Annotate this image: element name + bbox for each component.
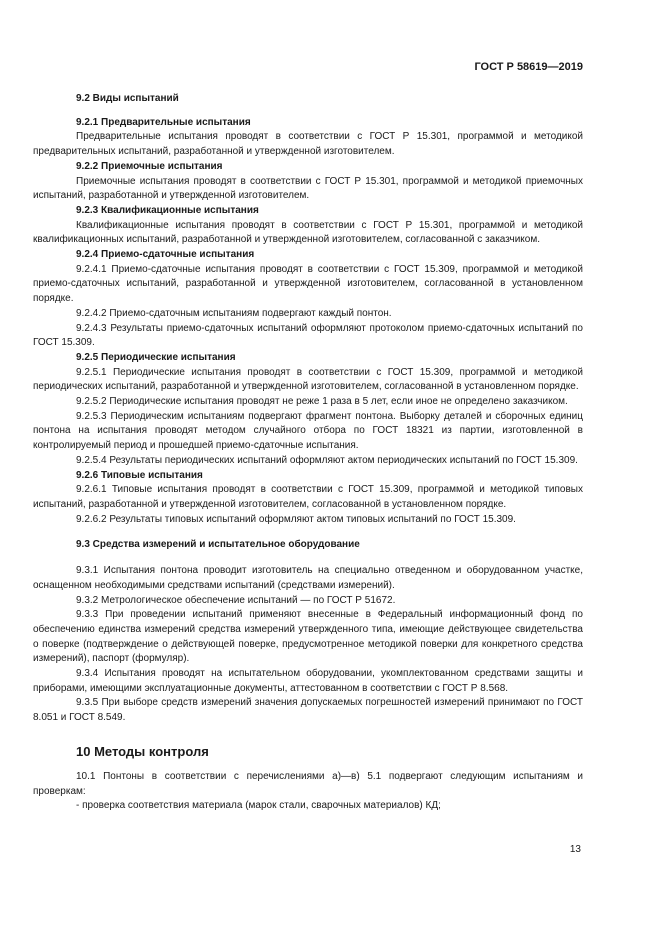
paragraph: 9.3.4 Испытания проводят на испытательном оборудовании, укомплектованном средствами защиты и приборами, имеющими эксплуатационные документы, аттестованном в соответствии с ГОСТ Р 8.568. — [33, 668, 583, 694]
page-number: 13 — [569, 844, 581, 855]
chapter-heading: 10 Методы контроля — [76, 743, 209, 759]
paragraph: 9.3.1 Испытания понтона проводит изготовитель на специально отведенном и оборудованном участке, оснащенном необходимыми средствами испытаний (средствами измерений). — [33, 565, 583, 591]
paragraph: 9.2.4.1 Приемо-сдаточные испытания проводят в соответствии с ГОСТ 15.309, программой и методикой приемо-сдаточных испытаний, разработанной и утвержденной изготовителем, согласованной в установленном порядке. — [33, 263, 583, 305]
section-heading: 9.3 Средства измерений и испытательное оборудование — [76, 539, 360, 551]
subsection-heading: 9.2.3 Квалификационные испытания — [76, 204, 259, 216]
paragraph: 9.3.3 При проведении испытаний применяют внесенные в Федеральный информационный фонд по обеспечению единства измерений средства измерений утвержденного типа, имеющие действующее свидетельства о поверке (подтверждение о действующей поверке, предусмотренное методикой поверки для конкретного средства измерений), паспорт (формуляр). — [33, 609, 583, 665]
subsection-heading: 9.2.6 Типовые испытания — [76, 469, 203, 481]
subsection-heading: 9.2.2 Приемочные испытания — [76, 160, 223, 172]
paragraph: 9.2.4.2 Приемо-сдаточным испытаниям подвергают каждый понтон. — [76, 307, 392, 319]
subsection-heading: 9.2.5 Периодические испытания — [76, 351, 236, 363]
paragraph: 9.3.2 Метрологическое обеспечение испытаний — по ГОСТ Р 51672. — [76, 594, 396, 606]
paragraph: 9.2.6.2 Результаты типовых испытаний оформляют актом типовых испытаний по ГОСТ 15.309. — [76, 513, 516, 525]
document-code: ГОСТ Р 58619—2019 — [474, 61, 583, 73]
paragraph: 9.3.5 При выборе средств измерений значения допускаемых погрешностей измерений принимают по ГОСТ 8.051 и ГОСТ 8.549. — [33, 697, 583, 724]
document-body — [33, 92, 583, 814]
list-item: - проверка соответствия материала (марок стали, сварочных материалов) КД; — [76, 800, 441, 812]
paragraph: 9.2.6.1 Типовые испытания проводят в соответствии с ГОСТ 15.309, программой и методикой типовых испытаний, разработанной и утвержденной изготовителем, согласованной в установленном порядке. — [33, 484, 583, 510]
paragraph: Предварительные испытания проводят в соответствии с ГОСТ Р 15.301, программой и методикой предварительных испытаний, разработанной и утвержденной изготовителем. — [33, 131, 583, 158]
paragraph: 9.2.5.1 Периодические испытания проводят в соответствии с ГОСТ 15.309, программой и методикой периодических испытаний, разработанной и утвержденной изготовителем, согласованной в установленном порядке. — [33, 366, 583, 393]
paragraph: 9.2.4.3 Результаты приемо-сдаточных испытаний оформляют протоколом приемо-сдаточных испытаний по ГОСТ 15.309. — [33, 322, 583, 349]
paragraph: 9.2.5.3 Периодическим испытаниям подвергают фрагмент понтона. Выборку деталей и сборочных единиц понтона на испытания проводят методом случайного отбора по ГОСТ 18321 из партии, изготовленной в контролируемый период и прошедшей приемо-сдаточные испытания. — [33, 410, 583, 452]
paragraph: Приемочные испытания проводят в соответствии с ГОСТ Р 15.301, программой и методикой приемочных испытаний, разработанной и утвержденной изготовителем. — [33, 175, 583, 202]
subsection-heading: 9.2.4 Приемо-сдаточные испытания — [76, 249, 255, 261]
paragraph: 9.2.5.4 Результаты периодических испытаний оформляют актом периодических испытаний по ГОСТ 15.309. — [76, 454, 578, 466]
paragraph: Квалификационные испытания проводят в соответствии с ГОСТ Р 15.301, программой и методикой квалификационных испытаний, разработанной и утвержденной изготовителем, согласованной с заказчиком. — [33, 219, 583, 246]
section-heading: 9.2 Виды испытаний — [76, 93, 179, 104]
paragraph: 9.2.5.2 Периодические испытания проводят не реже 1 раза в 5 лет, если иное не определено заказчиком. — [76, 396, 568, 408]
paragraph: 10.1 Понтоны в соответствии с перечислениями а)—в) 5.1 подвергают следующим испытаниям и проверкам: — [33, 770, 583, 797]
subsection-heading: 9.2.1 Предварительные испытания — [76, 116, 251, 128]
